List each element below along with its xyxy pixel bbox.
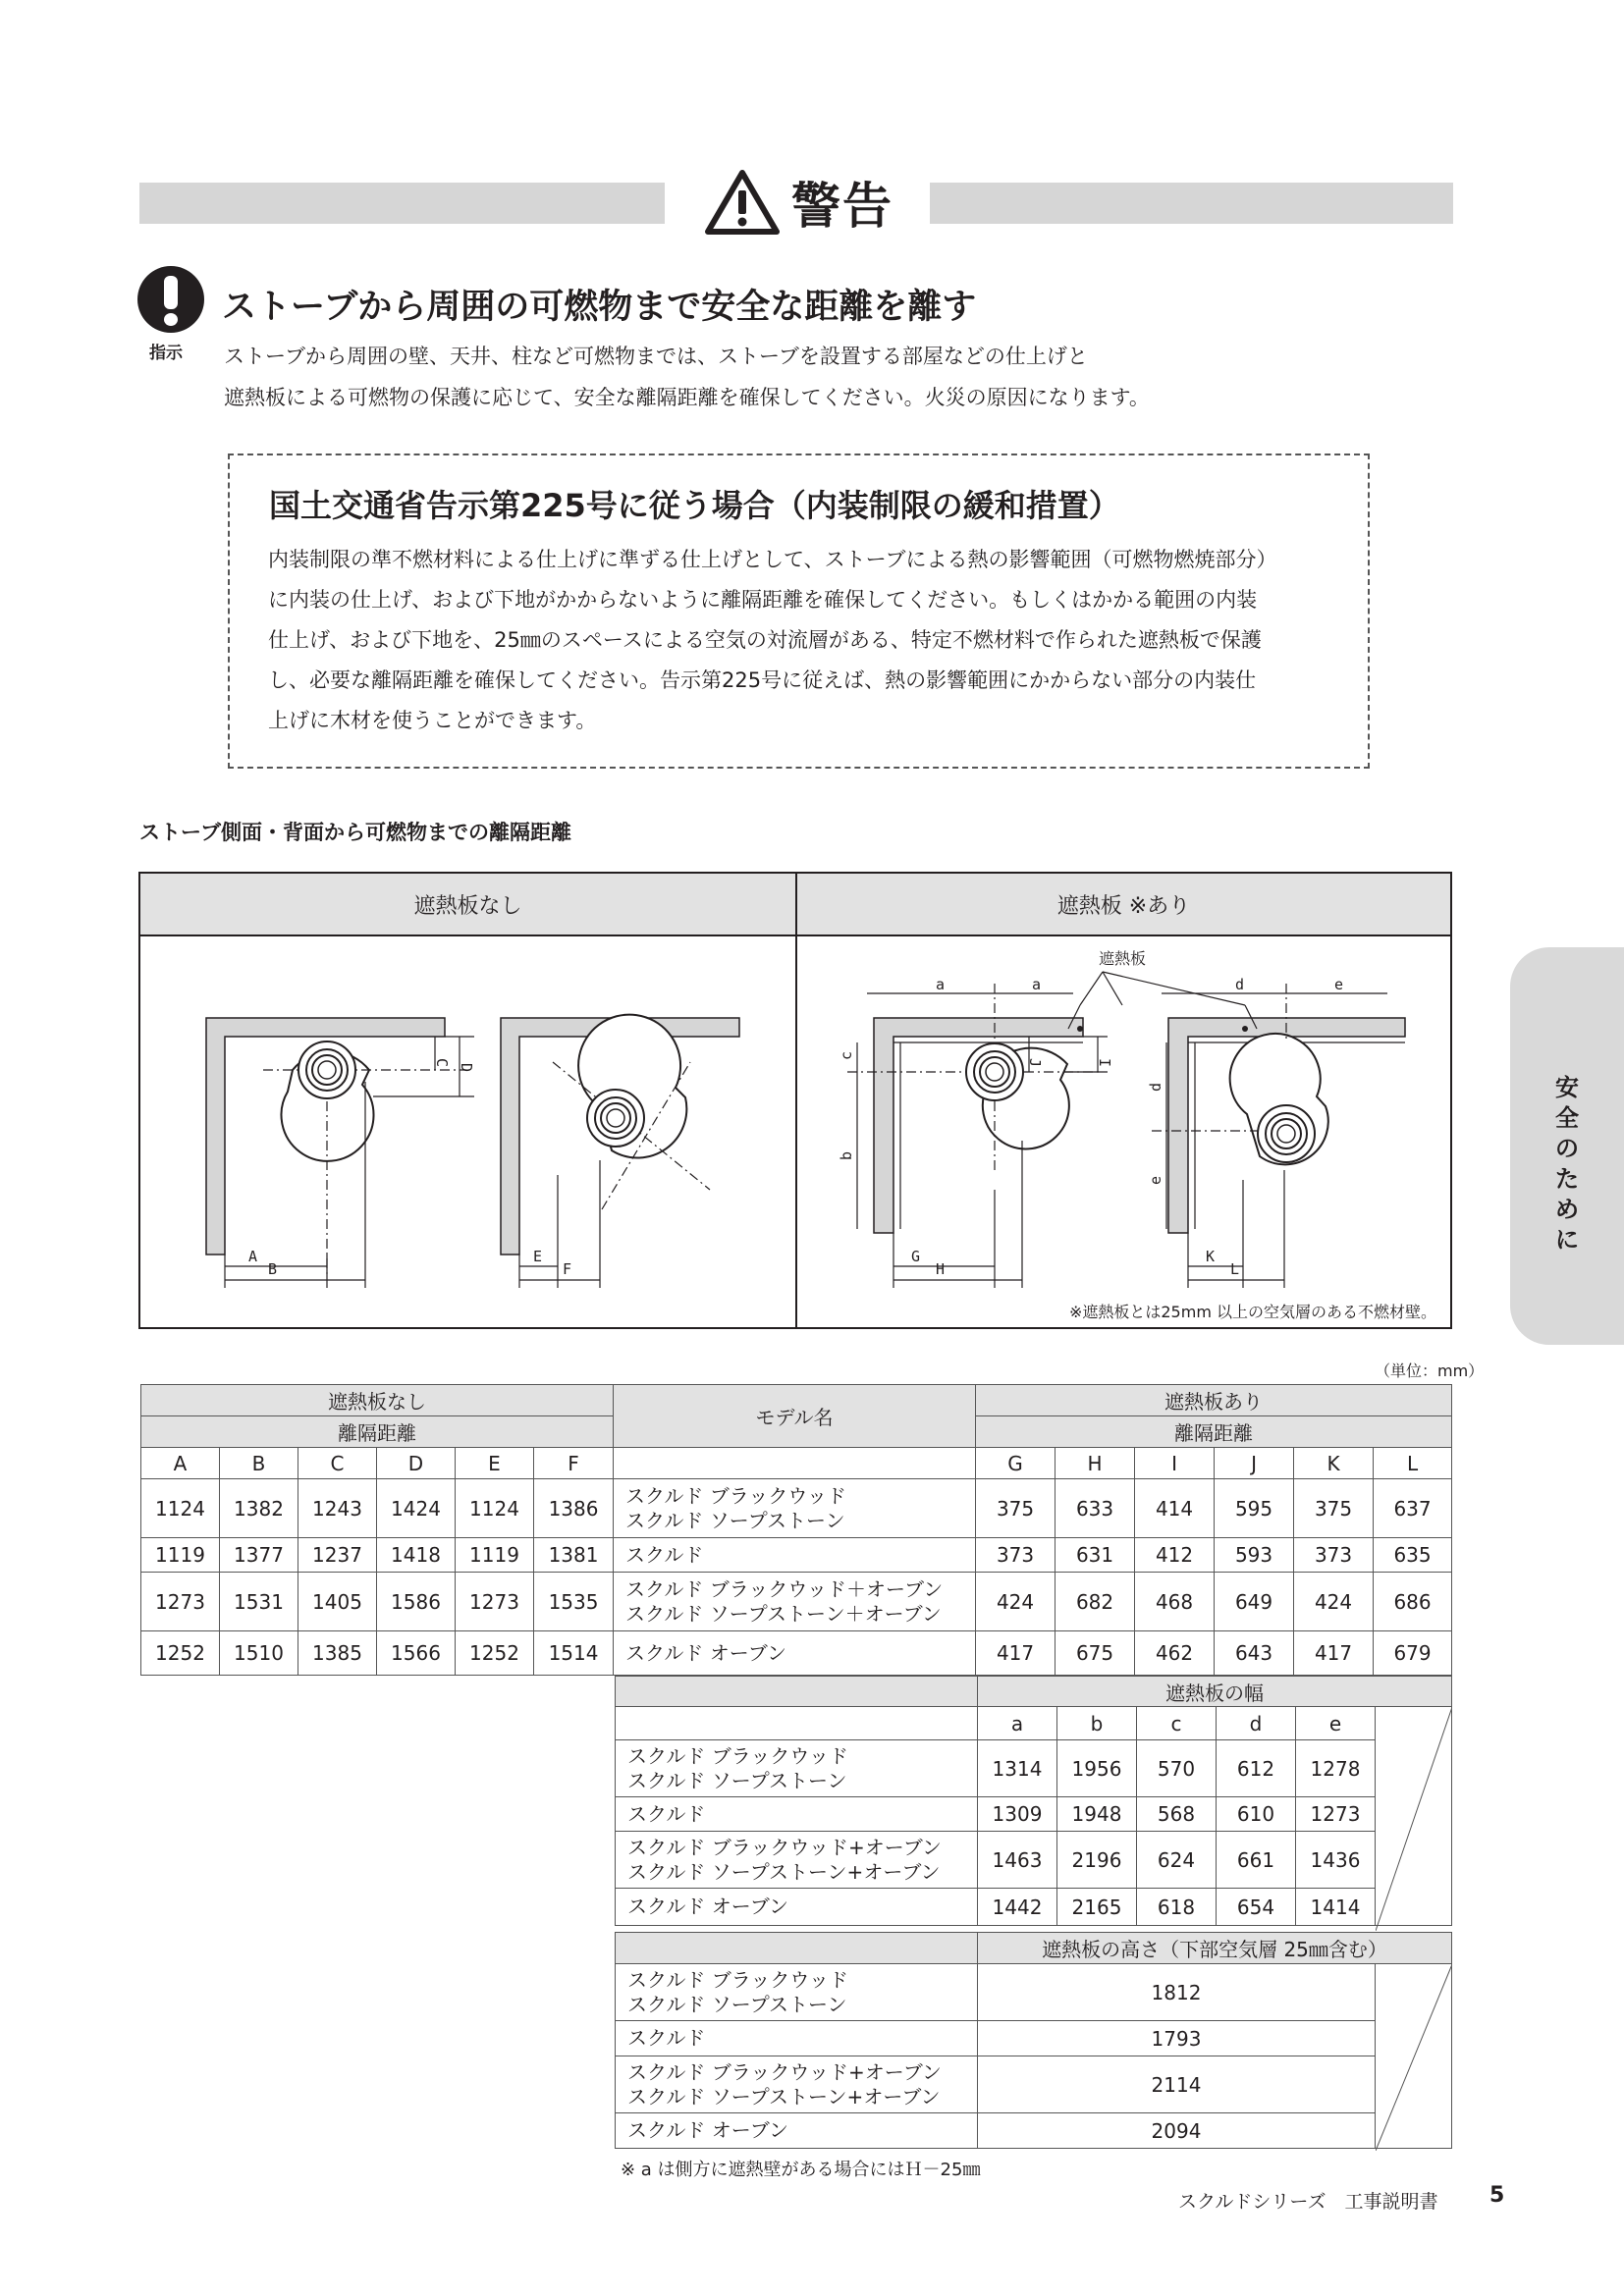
cell: 1418 [377, 1538, 456, 1573]
cell: 1414 [1296, 1889, 1376, 1926]
dim-label-h: H [936, 1260, 946, 1278]
cell: 1586 [377, 1573, 456, 1631]
model-line: スクルド ソープストーン＋オーブン [625, 1601, 942, 1626]
dim-label-f: F [563, 1260, 572, 1278]
table-row [141, 1573, 1452, 1631]
header-blank [616, 1677, 978, 1707]
shield-height-header: 遮熱板の高さ（下部空気層 25㎜含む） [978, 1933, 1452, 1964]
col-header: D [377, 1448, 456, 1479]
cell: 1386 [534, 1479, 614, 1538]
cell: 637 [1374, 1479, 1452, 1538]
model-line: スクルド ソープストーン [625, 1508, 845, 1532]
col-header: E [456, 1448, 534, 1479]
dim-label-a: A [248, 1248, 258, 1265]
cell: 1382 [220, 1479, 298, 1538]
exclamation-icon [137, 266, 204, 333]
dim-label-d1: d [1235, 976, 1245, 993]
model-cell [616, 1740, 978, 1797]
cell: 1273 [456, 1573, 534, 1631]
group-no-shield: 遮熱板なし [141, 1385, 614, 1416]
table-row [141, 1631, 1452, 1676]
cell: 570 [1137, 1740, 1217, 1797]
cell: 373 [976, 1538, 1056, 1573]
table-row [141, 1479, 1452, 1538]
model-cell [614, 1538, 976, 1573]
cell: 2094 [978, 2113, 1376, 2149]
cell: 1948 [1057, 1797, 1137, 1832]
cell: 1424 [377, 1479, 456, 1538]
col-header: H [1056, 1448, 1135, 1479]
cell: 1119 [141, 1538, 220, 1573]
warning-title-text: 警告 [791, 178, 893, 235]
model-line: スクルド ブラックウッド [627, 1743, 848, 1768]
cell: 1514 [534, 1631, 614, 1676]
dim-label-c: C [433, 1058, 451, 1068]
cell: 424 [1294, 1573, 1374, 1631]
model-cell [616, 1797, 978, 1832]
dim-label-b-small: b [838, 1150, 855, 1160]
shield-width-table [615, 1676, 1452, 1926]
dim-label-d2: d [1147, 1082, 1164, 1092]
cell: 595 [1215, 1479, 1294, 1538]
cell: 414 [1135, 1479, 1215, 1538]
notice-line: し、必要な離隔距離を確保してください。告示第225号に従えば、熱の影響範囲にかからない部分の内装仕 [268, 668, 1257, 692]
cell: 1124 [456, 1479, 534, 1538]
cell: 1252 [141, 1631, 220, 1676]
empty-crossed-cell [1376, 1964, 1452, 2149]
model-line: スクルド [627, 1801, 706, 1826]
cell: 624 [1137, 1832, 1217, 1889]
model-header: モデル名 [614, 1385, 976, 1448]
cell: 375 [1294, 1479, 1374, 1538]
shield-label: 遮熱板 [1098, 949, 1147, 968]
table-row [616, 2021, 1452, 2056]
diagram-header-shield: 遮熱板 ※あり [797, 874, 1450, 936]
dim-label-e2: e [1147, 1175, 1164, 1185]
section-title: ストーブ側面・背面から可燃物までの離隔距離 [139, 821, 571, 844]
dim-label-e: E [533, 1248, 543, 1265]
table-row [616, 1740, 1452, 1797]
cell: 654 [1217, 1889, 1296, 1926]
table-row [616, 2113, 1452, 2149]
instruction-line-1: ストーブから周囲の壁、天井、柱など可燃物までは、ストーブを設置する部屋などの仕上げと [224, 345, 1088, 368]
cell: 1436 [1296, 1832, 1376, 1889]
dim-label-b: B [268, 1260, 278, 1278]
col-header: B [220, 1448, 298, 1479]
dim-label-k: K [1206, 1248, 1216, 1265]
sub-shield: 離隔距離 [976, 1416, 1452, 1448]
col-header: d [1217, 1707, 1296, 1740]
cell: 375 [976, 1479, 1056, 1538]
cell: 661 [1217, 1832, 1296, 1889]
cell: 1309 [978, 1797, 1057, 1832]
cell: 2196 [1057, 1832, 1137, 1889]
header-blank [616, 1933, 978, 1964]
cell: 1278 [1296, 1740, 1376, 1797]
side-tab-label: 安全のために [1555, 1074, 1579, 1254]
cell: 633 [1056, 1479, 1135, 1538]
diagram-header-no-shield: 遮熱板なし [140, 874, 795, 936]
model-line: スクルド [627, 2026, 706, 2050]
dim-label-a2: a [1032, 976, 1042, 993]
col-header: a [978, 1707, 1057, 1740]
cell: 643 [1215, 1631, 1294, 1676]
warning-title [705, 163, 911, 241]
cell: 1243 [298, 1479, 377, 1538]
instruction-label: 指示 [149, 344, 183, 363]
cell: 1273 [1296, 1797, 1376, 1832]
cell: 417 [1294, 1631, 1374, 1676]
dim-label-e1: e [1334, 976, 1344, 993]
cell: 1956 [1057, 1740, 1137, 1797]
table-row [141, 1538, 1452, 1573]
warning-icon [705, 169, 780, 236]
col-header: e [1296, 1707, 1376, 1740]
col-header: b [1057, 1707, 1137, 1740]
cell: 2165 [1057, 1889, 1137, 1926]
page-number: 5 [1489, 2183, 1505, 2208]
cell: 1237 [298, 1538, 377, 1573]
model-cell [616, 1832, 978, 1889]
table-row [616, 2056, 1452, 2113]
model-cell [614, 1479, 976, 1538]
cell: 462 [1135, 1631, 1215, 1676]
notice-line: 上げに木材を使うことができます。 [268, 709, 597, 732]
model-line: スクルド ブラックウッド [625, 1483, 846, 1508]
model-line: スクルド ソープストーン+オーブン [627, 1859, 941, 1884]
cell: 675 [1056, 1631, 1135, 1676]
cell: 1273 [141, 1573, 220, 1631]
col-header: F [534, 1448, 614, 1479]
cell: 1442 [978, 1889, 1057, 1926]
notice-box [228, 454, 1370, 769]
cell: 635 [1374, 1538, 1452, 1573]
model-cell [616, 2113, 978, 2149]
sub-no-shield: 離隔距離 [141, 1416, 614, 1448]
model-line: スクルド ソープストーン [627, 1992, 847, 2016]
cell: 1531 [220, 1573, 298, 1631]
dim-label-a1: a [936, 976, 946, 993]
col-header-blank [616, 1707, 978, 1740]
cell: 468 [1135, 1573, 1215, 1631]
clearance-drawings [140, 934, 1450, 1327]
cell: 682 [1056, 1573, 1135, 1631]
shield-height-table [615, 1932, 1452, 2149]
col-header: C [298, 1448, 377, 1479]
diagram-note: ※遮熱板とは25mm 以上の空気層のある不燃材壁。 [1068, 1303, 1436, 1321]
dim-label-c-small: c [838, 1050, 855, 1060]
cell: 1812 [978, 1964, 1376, 2021]
cell: 1124 [141, 1479, 220, 1538]
col-header: G [976, 1448, 1056, 1479]
shield-width-header: 遮熱板の幅 [978, 1677, 1452, 1707]
group-shield: 遮熱板あり [976, 1385, 1452, 1416]
cell: 1405 [298, 1573, 377, 1631]
model-cell [614, 1631, 976, 1676]
cell: 1566 [377, 1631, 456, 1676]
cell: 1314 [978, 1740, 1057, 1797]
cell: 649 [1215, 1573, 1294, 1631]
model-line: スクルド ブラックウッド [627, 1967, 848, 1992]
cell: 1510 [220, 1631, 298, 1676]
notice-title: 国土交通省告示第225号に従う場合（内装制限の緩和措置） [269, 487, 1120, 524]
notice-body [268, 540, 1338, 741]
dim-label-j: J [1026, 1058, 1044, 1068]
cell: 373 [1294, 1538, 1374, 1573]
table-row [616, 1797, 1452, 1832]
cell: 618 [1137, 1889, 1217, 1926]
cell: 1119 [456, 1538, 534, 1573]
cell: 417 [976, 1631, 1056, 1676]
dim-label-l: L [1230, 1260, 1240, 1278]
col-header: A [141, 1448, 220, 1479]
cell: 1377 [220, 1538, 298, 1573]
col-header: I [1135, 1448, 1215, 1479]
col-header: L [1374, 1448, 1452, 1479]
notice-line: に内装の仕上げ、および下地がかからないように離隔距離を確保してください。もしくはかかる範囲の内装 [268, 588, 1258, 612]
empty-crossed-cell [1376, 1707, 1452, 1926]
cell: 568 [1137, 1797, 1217, 1832]
col-header: K [1294, 1448, 1374, 1479]
cell: 1385 [298, 1631, 377, 1676]
model-cell [616, 1964, 978, 2021]
col-header: J [1215, 1448, 1294, 1479]
cell: 424 [976, 1573, 1056, 1631]
col-header: c [1137, 1707, 1217, 1740]
instruction-line-2: 遮熱板による可燃物の保護に応じて、安全な離隔距離を確保してください。火災の原因になります。 [224, 386, 1150, 409]
dim-label-d: D [458, 1063, 475, 1073]
document-footer: スクルドシリーズ 工事説明書 [1178, 2191, 1438, 2213]
cell: 1793 [978, 2021, 1376, 2056]
side-tab[interactable] [1510, 947, 1624, 1345]
col-header-blank [614, 1448, 976, 1479]
cell: 1463 [978, 1832, 1057, 1889]
model-line: スクルド ソープストーン+オーブン [627, 2084, 941, 2109]
model-line: スクルド ブラックウッド+オーブン [627, 2059, 942, 2084]
model-cell [614, 1573, 976, 1631]
clearance-table [140, 1384, 1452, 1676]
unit-label: （単位：mm） [1375, 1362, 1485, 1380]
cell: 412 [1135, 1538, 1215, 1573]
clearance-diagram [138, 872, 1452, 1329]
cell: 1252 [456, 1631, 534, 1676]
model-cell [616, 2056, 978, 2113]
model-cell [616, 2021, 978, 2056]
cell: 612 [1217, 1740, 1296, 1797]
notice-line: 内装制限の準不燃材料による仕上げに準ずる仕上げとして、ストーブによる熱の影響範囲（可燃物燃焼部分） [268, 548, 1277, 571]
cell: 2114 [978, 2056, 1376, 2113]
cell: 679 [1374, 1631, 1452, 1676]
cell: 610 [1217, 1797, 1296, 1832]
dim-label-g: G [911, 1248, 921, 1265]
dim-label-i: I [1096, 1058, 1113, 1068]
instruction-heading: ストーブから周囲の可燃物まで安全な距離を離す [222, 288, 977, 327]
cell: 631 [1056, 1538, 1135, 1573]
cell: 686 [1374, 1573, 1452, 1631]
warning-bar-left [139, 183, 665, 224]
model-line: スクルド オーブン [627, 2118, 788, 2142]
cell: 593 [1215, 1538, 1294, 1573]
model-cell [616, 1889, 978, 1926]
model-line: スクルド ブラックウッド+オーブン [627, 1835, 942, 1859]
warning-bar-right [930, 183, 1453, 224]
table-row [616, 1832, 1452, 1889]
footnote: ※ a は側方に遮熱壁がある場合にはＨ－25㎜ [621, 2160, 981, 2180]
model-line: スクルド ブラックウッド＋オーブン [625, 1576, 944, 1601]
model-line: スクルド ソープストーン [627, 1768, 847, 1792]
table-row [616, 1889, 1452, 1926]
notice-line: 仕上げ、および下地を、25㎜のスペースによる空気の対流層がある、特定不燃材料で作られた遮熱板で保護 [268, 628, 1262, 652]
table-row [616, 1964, 1452, 2021]
cell: 1535 [534, 1573, 614, 1631]
cell: 1381 [534, 1538, 614, 1573]
model-line: スクルド オーブン [625, 1640, 786, 1665]
model-line: スクルド オーブン [627, 1895, 788, 1918]
model-line: スクルド [625, 1542, 704, 1567]
